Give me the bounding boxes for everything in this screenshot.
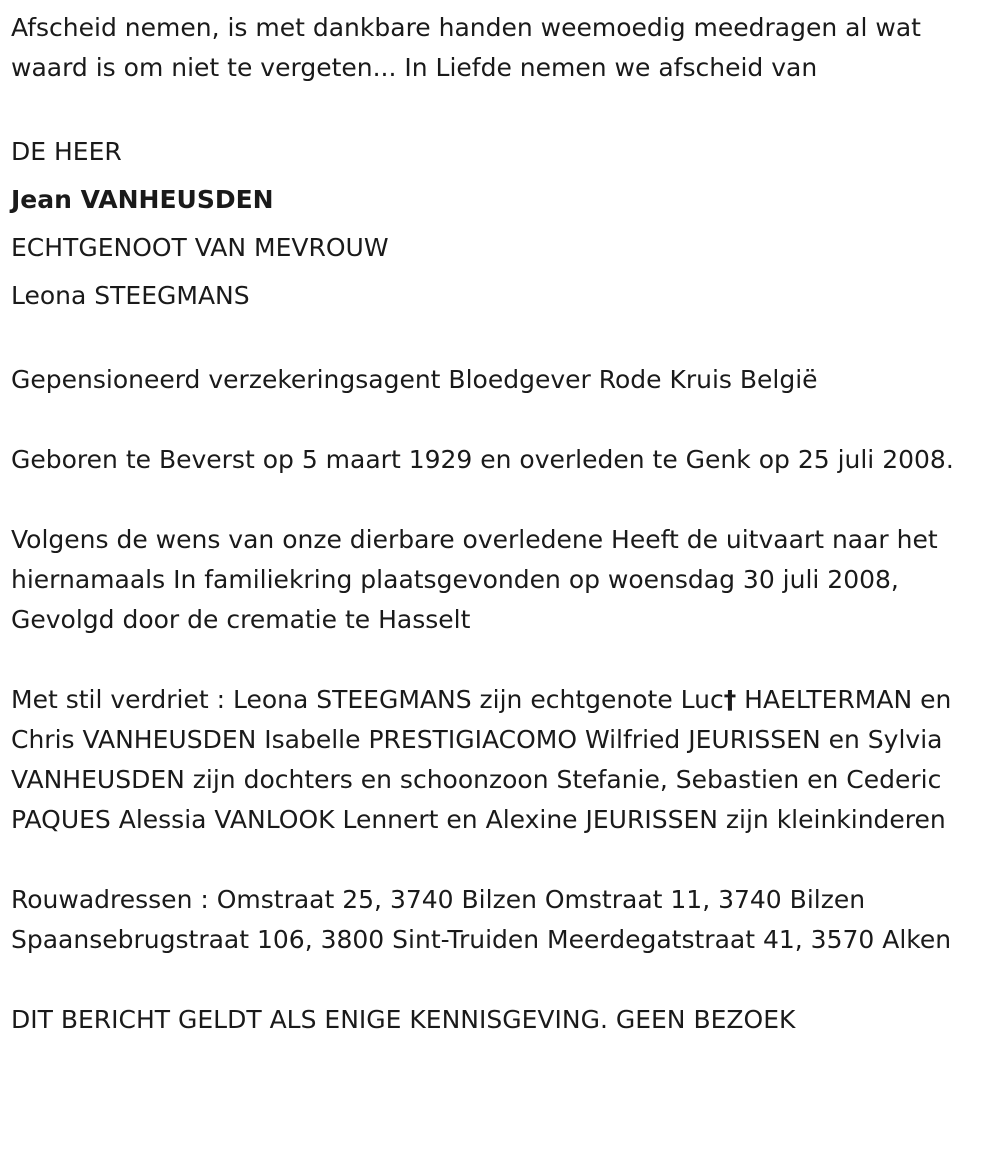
birth-death-text: Geboren te Beverst op 5 maart 1929 en overleden te Genk op 25 juli 2008. bbox=[11, 445, 954, 474]
spacer bbox=[11, 840, 989, 880]
mourners-part-1: Met stil verdriet : Leona STEEGMANS zijn echtgenote Luc bbox=[11, 685, 724, 714]
spacer bbox=[11, 320, 989, 360]
spacer bbox=[11, 480, 989, 520]
spacer bbox=[11, 400, 989, 440]
spacer bbox=[11, 88, 989, 128]
mourners-part-2: HAELTERMAN en Chris VANHEUSDEN Isabelle PRESTIGIACOMO Wilfried JEURISSEN en Sylvia VANHEUSDEN zijn dochters en schoonzoon Stefanie, Sebastien en Cederic PAQUES Alessia VANLOOK Lennert en Alexine JEURISSEN zijn kleinkinderen bbox=[11, 685, 952, 834]
notice-text: DIT BERICHT GELDT ALS ENIGE KENNISGEVING. GEEN BEZOEK bbox=[11, 1005, 796, 1034]
funeral-text: Volgens de wens van onze dierbare overledene Heeft de uitvaart naar het hiernamaals In familiekring plaatsgevonden op woensdag 30 juli 2008, Gevolgd door de crematie te Hasselt bbox=[11, 525, 938, 634]
addresses-text: Rouwadressen : Omstraat 25, 3740 Bilzen Omstraat 11, 3740 Bilzen Spaansebrugstraat 106, 3800 Sint-Truiden Meerdegatstraat 41, 3570 Alken bbox=[11, 885, 952, 954]
mourners-text bbox=[11, 680, 989, 840]
deceased-name: Jean VANHEUSDEN bbox=[11, 185, 274, 214]
intro-text: Afscheid nemen, is met dankbare handen weemoedig meedragen al wat waard is om niet te vergeten... In Liefde nemen we afscheid van bbox=[11, 13, 921, 82]
title-line: DE HEER bbox=[11, 137, 122, 166]
spacer bbox=[11, 640, 989, 680]
occupation-text: Gepensioneerd verzekeringsagent Bloedgever Rode Kruis België bbox=[11, 365, 818, 394]
spouse-name: Leona STEEGMANS bbox=[11, 281, 250, 310]
cross-icon: † bbox=[723, 685, 737, 714]
spacer bbox=[11, 960, 989, 1000]
spouse-label: ECHTGENOOT VAN MEVROUW bbox=[11, 233, 389, 262]
